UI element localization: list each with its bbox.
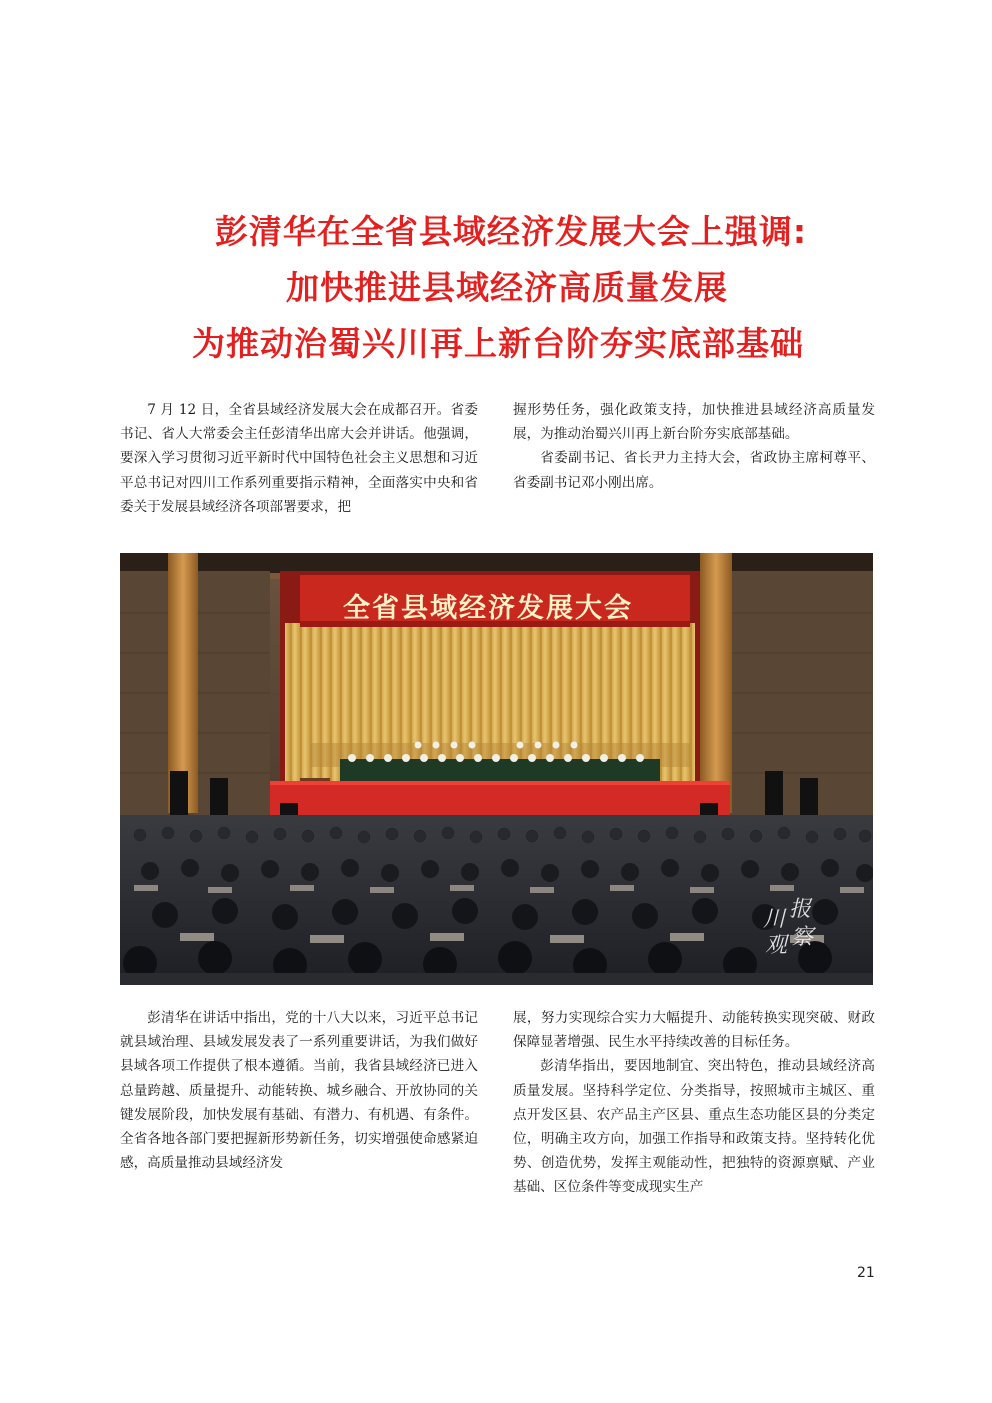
body-column-right (513, 1006, 875, 1200)
body-column-left (120, 1006, 478, 1175)
intro-column-left (120, 398, 478, 519)
watermark-char: 报 (789, 897, 812, 922)
title-line-1: 彭清华在全省县域经济发展大会上强调: (214, 212, 808, 251)
title-line-2: 加快推进县域经济高质量发展 (286, 268, 728, 307)
body-paragraph: 彭清华指出，要因地制宜、突出特色，推动县域经济高质量发展。坚持科学定位、分类指导，按照城市主城区、重点开发区县、农产品主产区县、重点生态功能区县的分类定位，明确主攻方向，加强工作指导和政策支持。坚持转化优势、创造优势，发挥主观能动性，把独特的资源禀赋、产业基础、区位条件等变成现实生产 (513, 1058, 875, 1196)
newspaper-watermark (763, 897, 843, 974)
body-paragraph: 彭清华在讲话中指出，党的十八大以来，习近平总书记就县域治理、县域发展发表了一系列重要讲话，为我们做好县域各项工作提供了根本遵循。当前，我省县域经济已进入总量跨越、质量提升、动能转换、城乡融合、开放协同的关键发展阶段，加快发展有基础、有潜力、有机遇、有条件。全省各地各部门要把握新形势新任务，切实增强使命感紧迫感，高质量推动县域经济发 (120, 1010, 478, 1172)
article-title (0, 204, 992, 372)
page-number: 21 (857, 1265, 875, 1281)
intro-paragraph: 7 月 12 日，全省县域经济发展大会在成都召开。省委书记、省人大常委会主任彭清华出席大会并讲话。他强调，要深入学习贯彻习近平新时代中国特色社会主义思想和习近平总书记对四川工作系列重要指示精神，全面落实中央和省委关于发展县域经济各项部署要求，把 (120, 402, 478, 515)
intro-paragraph: 省委副书记、省长尹力主持大会，省政协主席柯尊平、省委副书记邓小刚出席。 (513, 450, 875, 491)
hall-banner: 全省县域经济发展大会 (343, 593, 633, 624)
intro-column-right (513, 398, 875, 495)
intro-paragraph-continued: 握形势任务，强化政策支持，加快推进县域经济高质量发展，为推动治蜀兴川再上新台阶夯实底部基础。 (513, 402, 875, 443)
watermark-char: 观 (765, 933, 788, 958)
watermark-char: 察 (791, 925, 814, 950)
watermark-char: 川 (763, 907, 786, 932)
conference-photo (120, 553, 873, 985)
title-line-3: 为推动治蜀兴川再上新台阶夯实底部基础 (192, 324, 804, 363)
body-paragraph-continued: 展，努力实现综合实力大幅提升、动能转换实现突破、财政保障显著增强、民生水平持续改善的目标任务。 (513, 1010, 875, 1051)
